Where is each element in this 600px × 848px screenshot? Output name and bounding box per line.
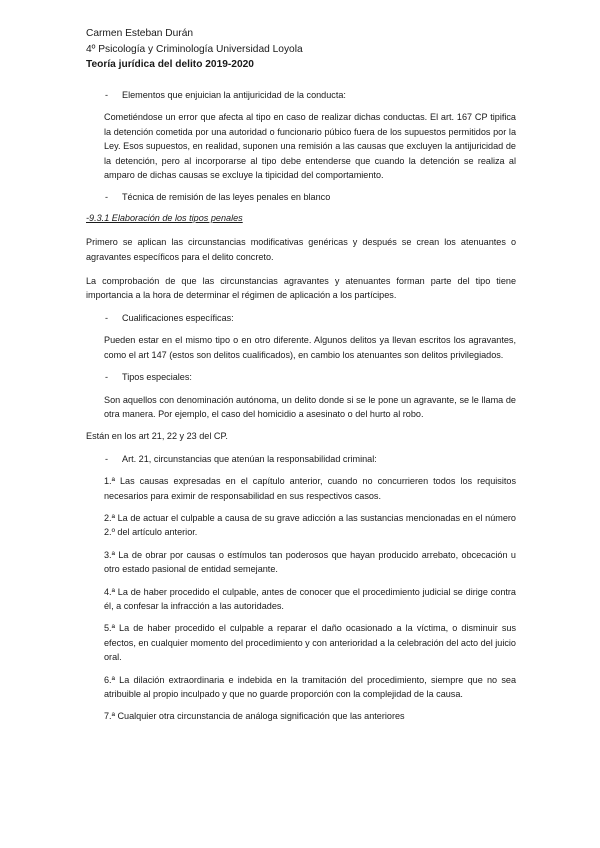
paragraph-detencion: Cometiéndose un error que afecta al tipo en caso de realizar dichas conductas. El art. 167 CP tipifica la detención cometida por una autoridad o funcionario púbico fuera de los supuestos permitidos por la Ley. Esos supuestos, en realidad, suponen una remisión a las causas que excluyen la antijuricidad de la detención, pero al incorporarse al tipo debe entenderse que cuando la detención se realiza al amparo de dichas causas se excluye la tipicidad del comportamiento. bbox=[104, 112, 516, 181]
list-item-3: 3.ª La de obrar por causas o estímulos tan poderosos que hayan producido arrebato, obcecación u otro estado pasional de entidad semejante. bbox=[104, 549, 516, 575]
header-course: 4º Psicología y Criminología Universidad Loyola bbox=[86, 43, 303, 55]
bullet-text: Cualificaciones específicas: bbox=[122, 312, 234, 323]
list-item-1: 1.ª Las causas expresadas en el capítulo anterior, cuando no concurrieren todos los requisitos necesarios para eximir de responsabilidad en sus respectivos casos. bbox=[104, 476, 516, 501]
bullet-art21 bbox=[86, 452, 516, 466]
bullet-tipos-especiales bbox=[86, 370, 516, 384]
document-body bbox=[86, 88, 516, 724]
bullet-text: Art. 21, circunstancias que atenúan la responsabilidad criminal: bbox=[122, 453, 377, 464]
bullet-dash: - bbox=[105, 90, 109, 100]
bullet-dash: - bbox=[105, 192, 109, 203]
bullet-dash: - bbox=[105, 453, 109, 464]
bullet-dash: - bbox=[105, 312, 109, 323]
bullet-text: Técnica de remisión de las leyes penales en blanco bbox=[122, 192, 331, 203]
bullet-antijuridicidad bbox=[86, 88, 516, 102]
paragraph-cualificaciones: Pueden estar en el mismo tipo o en otro diferente. Algunos delitos ya llevan escritos los agravantes, como el art 147 (estos son delitos cualificados), en cambio los atenuantes son delitos privilegiados. bbox=[104, 335, 516, 360]
paragraph-comprobacion: La comprobación de que las circunstancias agravantes y atenuantes forman parte del tipo tiene importancia a la hora de determinar el régimen de aplicación a los partícipes. bbox=[86, 276, 516, 301]
bullet-remision bbox=[86, 190, 516, 204]
paragraph-tipos-especiales: Son aquellos con denominación autónoma, un delito donde si se le pone un agravante, se le llama de otra manera. Por ejemplo, el caso del homicidio a asesinato o del hurto al robo. bbox=[104, 394, 516, 419]
paragraph-estan: Están en los art 21, 22 y 23 del CP. bbox=[86, 431, 228, 442]
list-item-6: 6.ª La dilación extraordinaria e indebida en la tramitación del procedimiento, siempre que no sea atribuible al propio inculpado y que no guarde proporción con la complejidad de la causa. bbox=[104, 674, 516, 699]
section-title: -9.3.1 Elaboración de los tipos penales bbox=[86, 212, 243, 223]
header-author: Carmen Esteban Durán bbox=[86, 28, 194, 39]
list-item-7: 7.ª Cualquier otra circunstancia de análoga significación que las anteriores bbox=[104, 711, 405, 722]
header-subject: Teoría jurídica del delito 2019-2020 bbox=[86, 59, 254, 70]
list-item-4: 4.ª La de haber procedido el culpable, antes de conocer que el procedimiento judicial se dirige contra él, a confesar la infracción a las autoridades. bbox=[104, 586, 516, 611]
paragraph-primero: Primero se aplican las circunstancias modificativas genéricas y después se crean los atenuantes o agravantes específicos para el delito concreto. bbox=[86, 237, 516, 262]
page-header bbox=[86, 26, 303, 73]
list-item-5: 5.ª La de haber procedido el culpable a reparar el daño ocasionado a la víctima, o disminuir sus efectos, en cualquier momento del procedimiento y con anterioridad a la celebración del acto del juicio oral. bbox=[104, 623, 516, 663]
bullet-cualificaciones bbox=[86, 311, 516, 325]
list-item-2: 2.ª La de actuar el culpable a causa de su grave adicción a las sustancias mencionadas en el número 2.º del artículo anterior. bbox=[104, 512, 516, 538]
bullet-text: Tipos especiales: bbox=[122, 372, 192, 383]
bullet-dash: - bbox=[105, 372, 109, 383]
bullet-text: Elementos que enjuician la antijuricidad de la conducta: bbox=[122, 90, 346, 100]
